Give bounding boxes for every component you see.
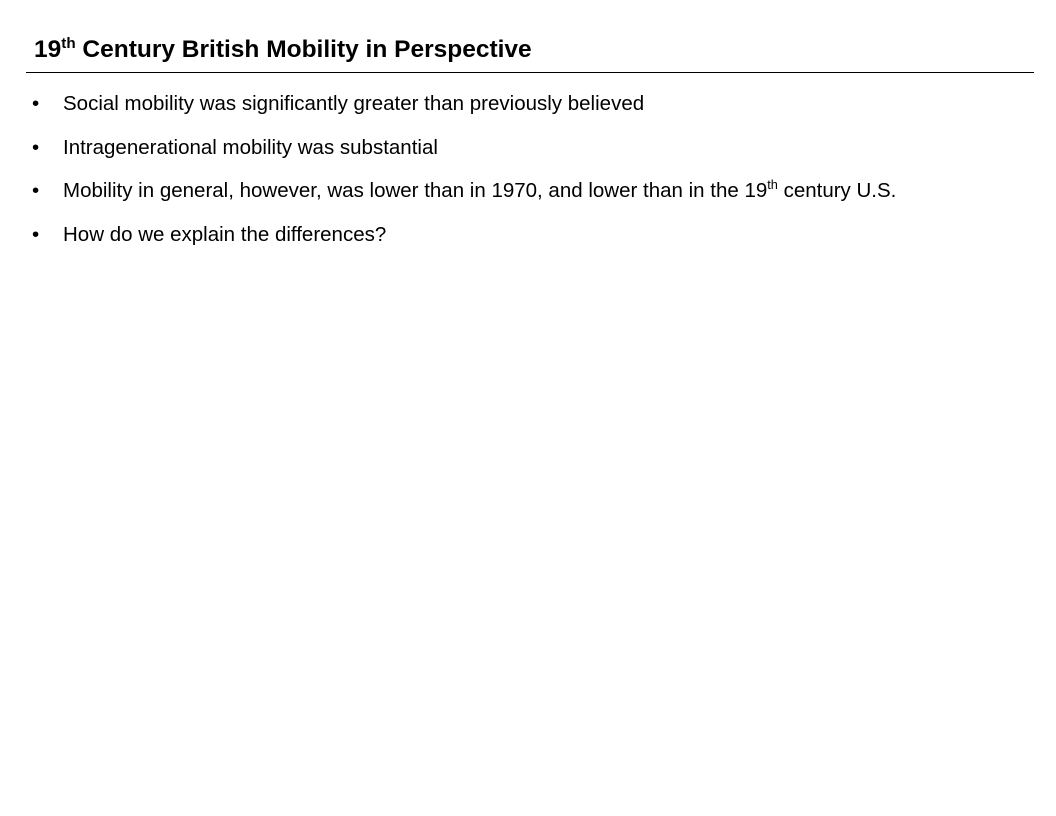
title-prefix: 19 [34, 36, 62, 63]
bullet-text-after: century U.S. [777, 179, 897, 202]
title-underline [26, 72, 1034, 73]
bullet-icon: • [32, 179, 40, 202]
bullet-superscript: th [767, 177, 778, 193]
bullet-icon: • [32, 135, 40, 159]
bullet-text: Intragenerational mobility was substantial [63, 135, 438, 159]
bullet-item-intragenerational [32, 134, 1012, 163]
bullet-item-mobility-comparison [32, 177, 1012, 206]
bullet-text: Social mobility was significantly greater than previously believed [63, 92, 645, 115]
bullet-text-before: Mobility in general, however, was lower than in 1970, and lower than in the 19 [63, 179, 768, 202]
slide-title [34, 32, 532, 68]
bullet-text [63, 179, 896, 202]
bullet-icon: • [32, 92, 40, 115]
bullet-item-social-mobility [32, 90, 1012, 119]
bullet-list [32, 90, 1012, 264]
bullet-icon: • [32, 222, 40, 246]
bullet-item-explain-differences [32, 221, 1012, 250]
bullet-text: How do we explain the differences? [63, 222, 387, 246]
title-suffix: Century British Mobility in Perspective [75, 36, 532, 63]
title-superscript: th [61, 34, 76, 52]
